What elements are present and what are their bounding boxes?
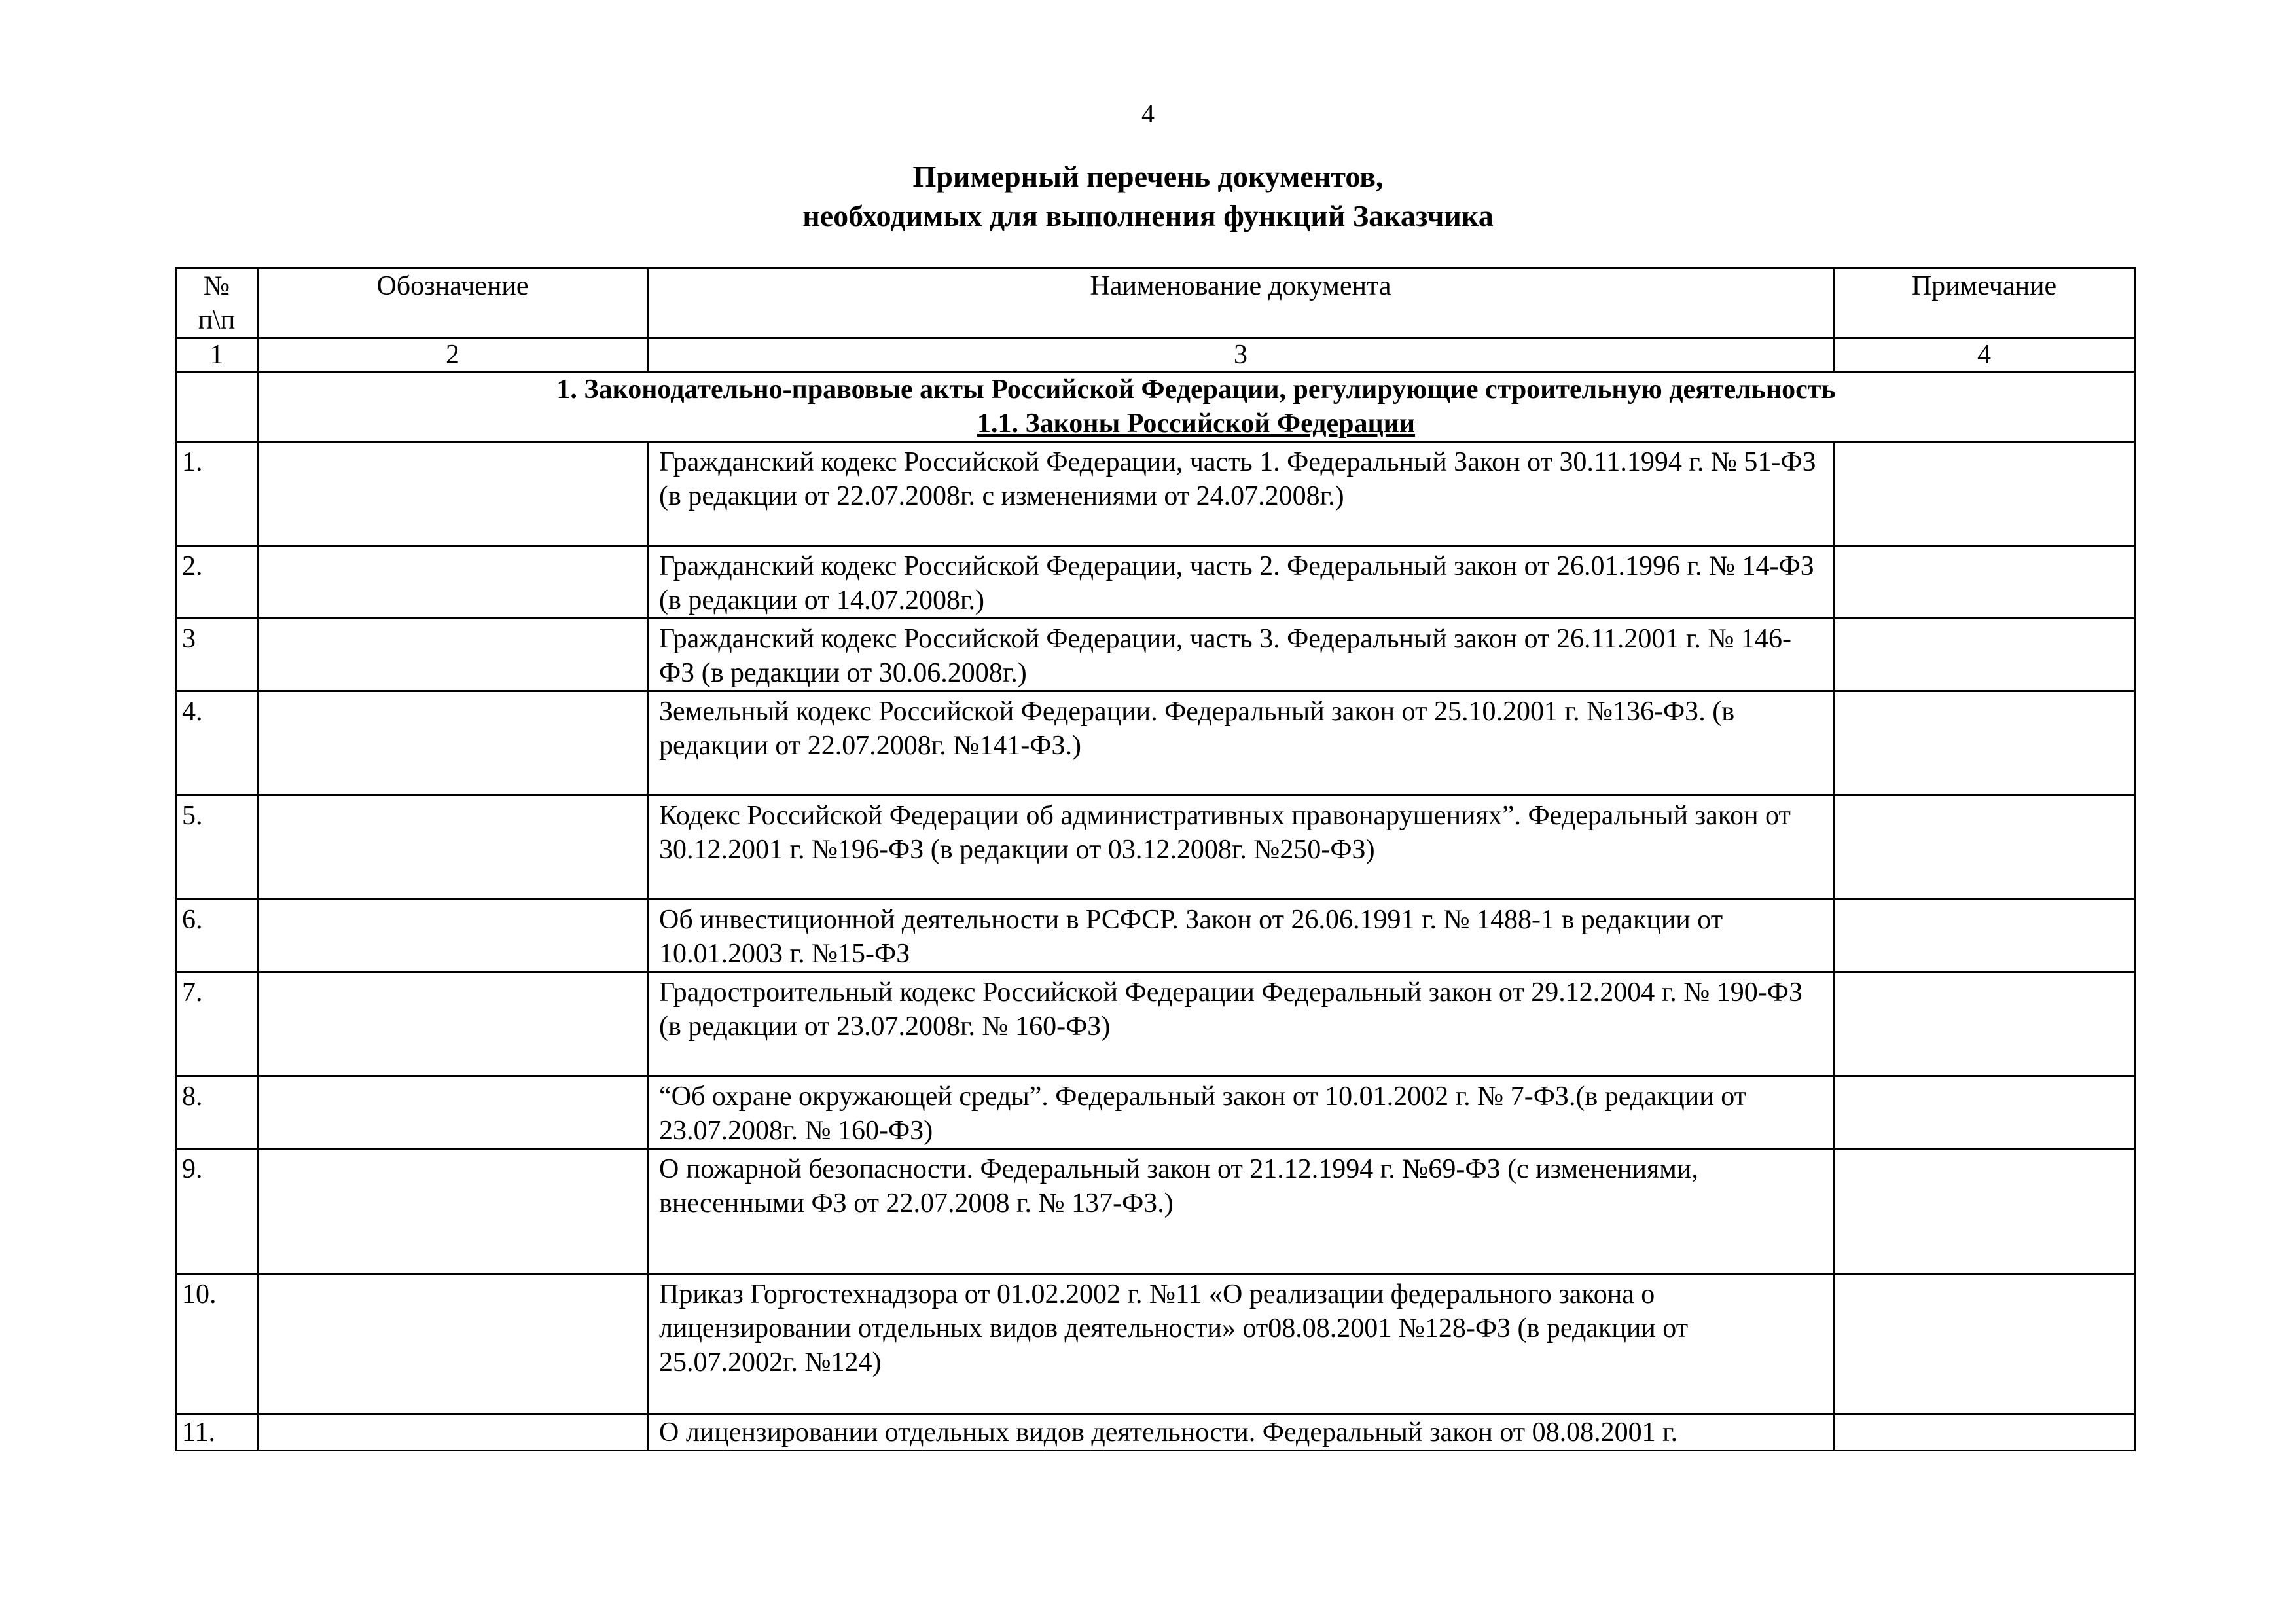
row-note [1834,619,2135,691]
row-note [1834,1149,2135,1274]
column-number: 4 [1834,338,2135,372]
column-number: 3 [648,338,1834,372]
column-number: 2 [258,338,648,372]
row-num: 10. [176,1274,258,1415]
row-num: 6. [176,900,258,972]
table-row [176,691,2135,795]
section-title: 1. Законодательно-правовые акты Российской Федерации, регулирующие строительную деятельность [556,374,1836,405]
column-numbers-row [176,338,2135,372]
row-num: 11. [176,1415,258,1451]
header-designation: Обозначение [258,268,648,338]
document-title [0,157,2296,236]
row-name: Земельный кодекс Российской Федерации. Федеральный закон от 25.10.2001 г. №136-ФЗ. (в редакции от 22.07.2008г. №141-ФЗ.) [648,691,1834,795]
table-row [176,442,2135,546]
table-row [176,1274,2135,1415]
row-name: О пожарной безопасности. Федеральный закон от 21.12.1994 г. №69-ФЗ (с изменениями, внесенными ФЗ от 22.07.2008 г. № 137-ФЗ.) [648,1149,1834,1274]
header-num: № п\п [176,268,258,338]
row-note [1834,546,2135,619]
table-header-row [176,268,2135,338]
row-name: О лицензировании отдельных видов деятельности. Федеральный закон от 08.08.2001 г. [648,1415,1834,1451]
row-note [1834,1274,2135,1415]
table-row [176,1149,2135,1274]
row-designation [258,691,648,795]
row-name: Об инвестиционной деятельности в РСФСР. Закон от 26.06.1991 г. № 1488-1 в редакции от 10.01.2003 г. №15-ФЗ [648,900,1834,972]
row-name: Гражданский кодекс Российской Федерации, часть 2. Федеральный закон от 26.01.1996 г. № 14-ФЗ (в редакции от 14.07.2008г.) [648,546,1834,619]
row-note [1834,1076,2135,1149]
row-designation [258,442,648,546]
section-subtitle: 1.1. Законы Российской Федерации [977,409,1416,439]
title-line-2: необходимых для выполнения функций Заказчика [802,199,1494,232]
row-num: 3 [176,619,258,691]
row-designation [258,1149,648,1274]
row-designation [258,1415,648,1451]
header-name: Наименование документа [648,268,1834,338]
title-line-1: Примерный перечень документов, [912,160,1384,193]
row-designation [258,546,648,619]
row-note [1834,1415,2135,1451]
row-designation [258,900,648,972]
row-designation [258,972,648,1076]
row-designation [258,619,648,691]
column-number: 1 [176,338,258,372]
table-row [176,900,2135,972]
row-name: Кодекс Российской Федерации об административных правонарушениях”. Федеральный закон от 30.12.2001 г. №196-ФЗ (в редакции от 03.12.2008г. №250-ФЗ) [648,795,1834,900]
row-num: 1. [176,442,258,546]
row-note [1834,900,2135,972]
row-designation [258,795,648,900]
row-name: “Об охране окружающей среды”. Федеральный закон от 10.01.2002 г. № 7-ФЗ.(в редакции от 23.07.2008г. № 160-ФЗ) [648,1076,1834,1149]
section-row [176,372,2135,442]
table-row [176,972,2135,1076]
header-note: Примечание [1834,268,2135,338]
row-designation [258,1274,648,1415]
row-num: 5. [176,795,258,900]
table-row [176,1076,2135,1149]
row-name: Приказ Горгостехнадзора от 01.02.2002 г. №11 «О реализации федерального закона о лицензировании отдельных видов деятельности» от08.08.2001 №128-ФЗ (в редакции от 25.07.2002г. №124) [648,1274,1834,1415]
section-heading-cell [258,372,2135,442]
row-note [1834,442,2135,546]
row-name: Градостроительный кодекс Российской Федерации Федеральный закон от 29.12.2004 г. № 190-ФЗ (в редакции от 23.07.2008г. № 160-ФЗ) [648,972,1834,1076]
row-name: Гражданский кодекс Российской Федерации, часть 3. Федеральный закон от 26.11.2001 г. № 146-ФЗ (в редакции от 30.06.2008г.) [648,619,1834,691]
row-note [1834,795,2135,900]
row-num: 2. [176,546,258,619]
table-row [176,619,2135,691]
row-num: 9. [176,1149,258,1274]
documents-table [175,267,2136,1451]
row-note [1834,691,2135,795]
table-row [176,546,2135,619]
page-number: 4 [1141,99,1155,128]
row-num: 4. [176,691,258,795]
row-note [1834,972,2135,1076]
row-name: Гражданский кодекс Российской Федерации, часть 1. Федеральный Закон от 30.11.1994 г. № 51-ФЗ (в редакции от 22.07.2008г. с изменениями от 24.07.2008г.) [648,442,1834,546]
section-empty-cell [176,372,258,442]
row-designation [258,1076,648,1149]
row-num: 8. [176,1076,258,1149]
row-num: 7. [176,972,258,1076]
table-row [176,1415,2135,1451]
table-row [176,795,2135,900]
